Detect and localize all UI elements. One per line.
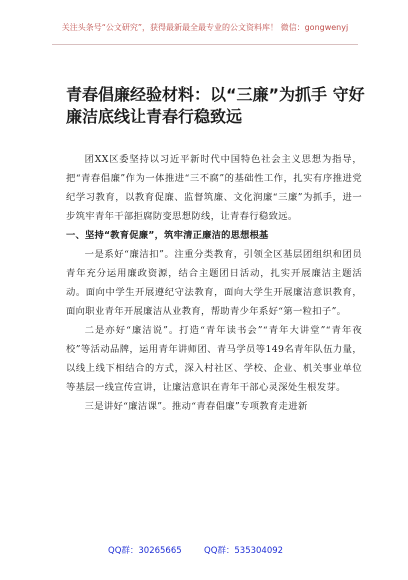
- qq-group-right: QQ群：535304092: [204, 546, 284, 556]
- body-paragraph-2: 二是亦好“廉洁说”。打造“青年读书会”“青年大讲堂”“青年夜校”等活动品牌，运用青年讲师团、青马学员等149名青年队伍力量，以线上线下相结合的方式，深入村社区、学校、企业、机关事业单位等基层一线宣传宣讲，让廉洁意识在青年干部心灵深处生根发芽。: [66, 325, 362, 393]
- body-paragraph-intro: 团XX区委坚持以习近平新时代中国特色社会主义思想为指导，把“青春倡廉”作为一体推进“三不腐”的基础性工作，扎实有序推进党纪学习教育，以教育促廉、监督筑廉、文化润廉“三廉”为抓手，进一步筑牢青年干部拒腐防变思想防线，让青春行稳致远。: [66, 154, 362, 222]
- header-banner: 关注头条号“公文研究”，获得最新最全最专业的公文资料库！ 微信：gongwenyj: [61, 23, 349, 32]
- body-paragraph-1: 一是系好“廉洁扣”。注重分类教育，引领全区基层团组织和团员青年充分运用廉政资源，结合主题团日活动，扎实开展廉洁主题活动。面向中学生开展遵纪守法教育，面向大学生开展廉洁意识教育，面向职业青年开展廉洁从业教育，帮助青少年系好“第一粒扣子”。: [66, 249, 362, 317]
- document-body: [66, 150, 362, 416]
- header-divider: [52, 44, 358, 45]
- qq-group-left: QQ群：30265665: [108, 546, 182, 556]
- section-heading-1: 一、坚持“教育促廉”，筑牢清正廉洁的思想根基: [66, 230, 269, 241]
- body-paragraph-3: 三是讲好“廉洁课”。推动“青春倡廉”专项教育走进新: [84, 401, 308, 412]
- document-title: 青春倡廉经验材料：以“三廉”为抓手 守好廉洁底线让青春行稳致远: [66, 85, 365, 126]
